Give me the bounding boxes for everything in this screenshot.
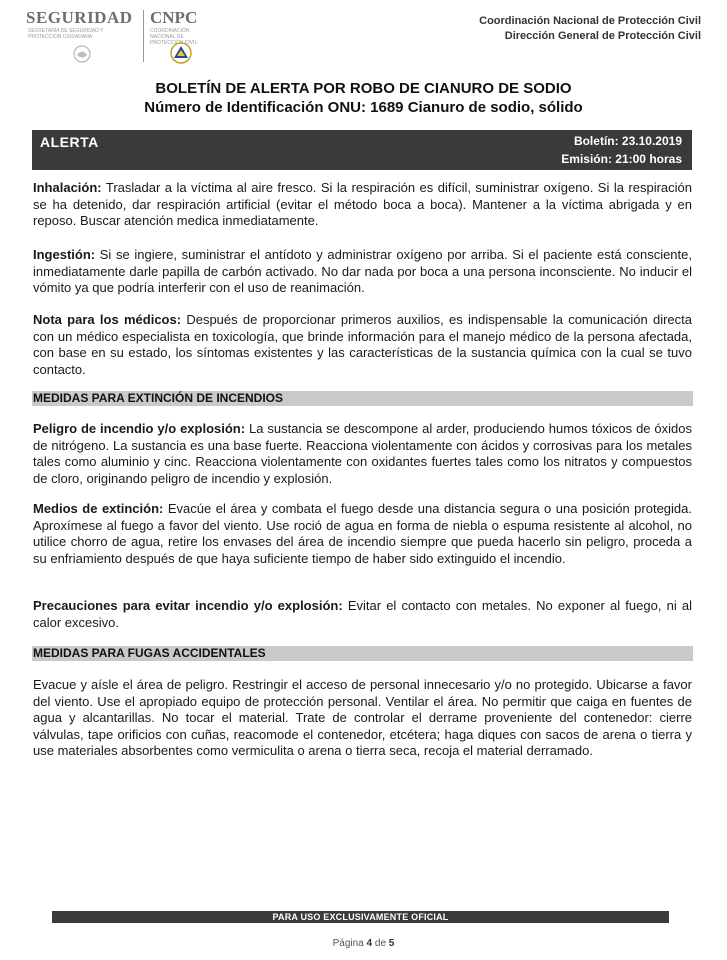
doctors-note-paragraph	[33, 312, 692, 378]
fire-danger-label: Peligro de incendio y/o explosión:	[33, 421, 246, 436]
header-line-coordination: Coordinación Nacional de Protección Civil	[479, 15, 701, 27]
doctors-note-text: Después de proporcionar primeros auxilios, es indispensable la comunicación directa con un médico especialista en toxicología, que brinde información para el manejo médico de la persona afectada, con base en su estado, los síntomas existentes y las características de la sustancia química con la cual se tuvo contacto.	[33, 312, 692, 377]
logo-divider	[143, 10, 144, 62]
cnpc-logo: CNPC	[150, 8, 198, 27]
alert-meta	[561, 132, 682, 168]
header-organization	[479, 14, 701, 44]
page-of: de	[372, 938, 389, 949]
leak-paragraph: Evacue y aísle el área de peligro. Restringir el acceso de personal innecesario y/o no protegido. Ubicarse a favor del viento. Use el apropiado equipo de protección personal. Ventilar el área. No permitir que caiga en fuentes de agua y alcantarillas. No tocar el material. Trate de controlar el derrame proveniente del contenedor: cierre válvulas, tape orificios con cuñas, reacomode el contenedor, etcétera; haga diques con sacos de arena o tierra y use materiales absorbentes como vermiculita o arena o tierra seca, recoja el material derramado.	[33, 677, 692, 758]
ingestion-paragraph	[33, 247, 692, 297]
document-subtitle: Número de Identificación ONU: 1689 Cianuro de sodio, sólido	[144, 99, 583, 116]
header-line-direction: Dirección General de Protección Civil	[504, 30, 701, 42]
ingestion-label: Ingestión:	[33, 247, 96, 262]
fire-precautions-paragraph	[33, 598, 692, 631]
fire-danger-paragraph	[33, 421, 692, 487]
page-prefix: Página	[332, 938, 367, 949]
cnpc-logo-subtitle: COORDINACIÓN NACIONAL DE PROTECCIÓN CIVIL	[150, 28, 198, 46]
inhalation-text: Trasladar a la víctima al aire fresco. Si la respiración es difícil, suministrar oxígeno. Si la respiración se ha detenido, dar respiración artificial (evitar el método boca a boca). Mantener a la víctima abrigada y en reposo. Buscar atención medica inmediatamente.	[33, 180, 692, 228]
seguridad-logo-subtitle: SECRETARÍA DE SEGURIDAD Y PROTECCIÓN CIUDADANA	[28, 28, 104, 40]
header-logos	[26, 8, 216, 66]
inhalation-label: Inhalación:	[33, 180, 102, 195]
page-number	[0, 938, 727, 949]
page-total: 5	[388, 938, 395, 949]
document-title: BOLETÍN DE ALERTA POR ROBO DE CIANURO DE SODIO	[155, 80, 572, 97]
extinction-media-paragraph	[33, 501, 692, 567]
extinction-media-label: Medios de extinción:	[33, 501, 164, 516]
alert-banner	[32, 130, 692, 170]
civil-protection-emblem-icon	[170, 42, 192, 64]
extinction-media-text: Evacúe el área y combata el fuego desde una distancia segura o una posición protegida. Aproxímese al fuego a favor del viento. Use roció de agua en forma de niebla o espuma resistente al alcohol, no utilice chorro de agua, retire los envases del área de incendio siempre que pueda hacerlo sin peligro, proceda a su enfriamiento después de que haya suficiente tiempo de haber sido extinguido el incendio.	[33, 501, 692, 566]
inhalation-paragraph	[33, 180, 692, 230]
fire-precautions-text: Evitar el contacto con metales. No exponer al fuego, ni al calor excesivo.	[33, 598, 692, 630]
bulletin-date: Boletín: 23.10.2019	[573, 134, 682, 148]
alert-label: ALERTA	[40, 134, 99, 150]
emission-time: Emisión: 21:00 horas	[561, 152, 682, 166]
fire-section-heading: MEDIDAS PARA EXTINCIÓN DE INCENDIOS	[32, 391, 693, 406]
leak-section-heading: MEDIDAS PARA FUGAS ACCIDENTALES	[32, 646, 693, 661]
fire-danger-text: La sustancia se descompone al arder, produciendo humos tóxicos de óxidos de nitrógeno. La sustancia es una base fuerte. Reacciona violentamente con ácidos y corrosivas para los metales tales como aluminio y cinc. Reacciona violentamente con oxidantes fuertes tales como los nitratos y compuestos de cloro, originando peligro de incendio y explosión.	[33, 421, 693, 486]
page-current: 4	[366, 938, 373, 949]
ingestion-text: Si se ingiere, suministrar el antídoto y administrar oxígeno por arriba. Si el paciente está consciente, inmediatamente darle papilla de carbón activado. No dar nada por boca a una persona inconsciente. No inducir el vómito ya que podría interferir con el uso de reanimación.	[33, 247, 692, 295]
official-use-footer: PARA USO EXCLUSIVAMENTE OFICIAL	[52, 911, 669, 923]
national-seal-icon	[72, 44, 92, 64]
doctors-note-label: Nota para los médicos:	[33, 312, 182, 327]
seguridad-logo: SEGURIDAD	[26, 8, 133, 27]
fire-precautions-label: Precauciones para evitar incendio y/o explosión:	[33, 598, 343, 613]
